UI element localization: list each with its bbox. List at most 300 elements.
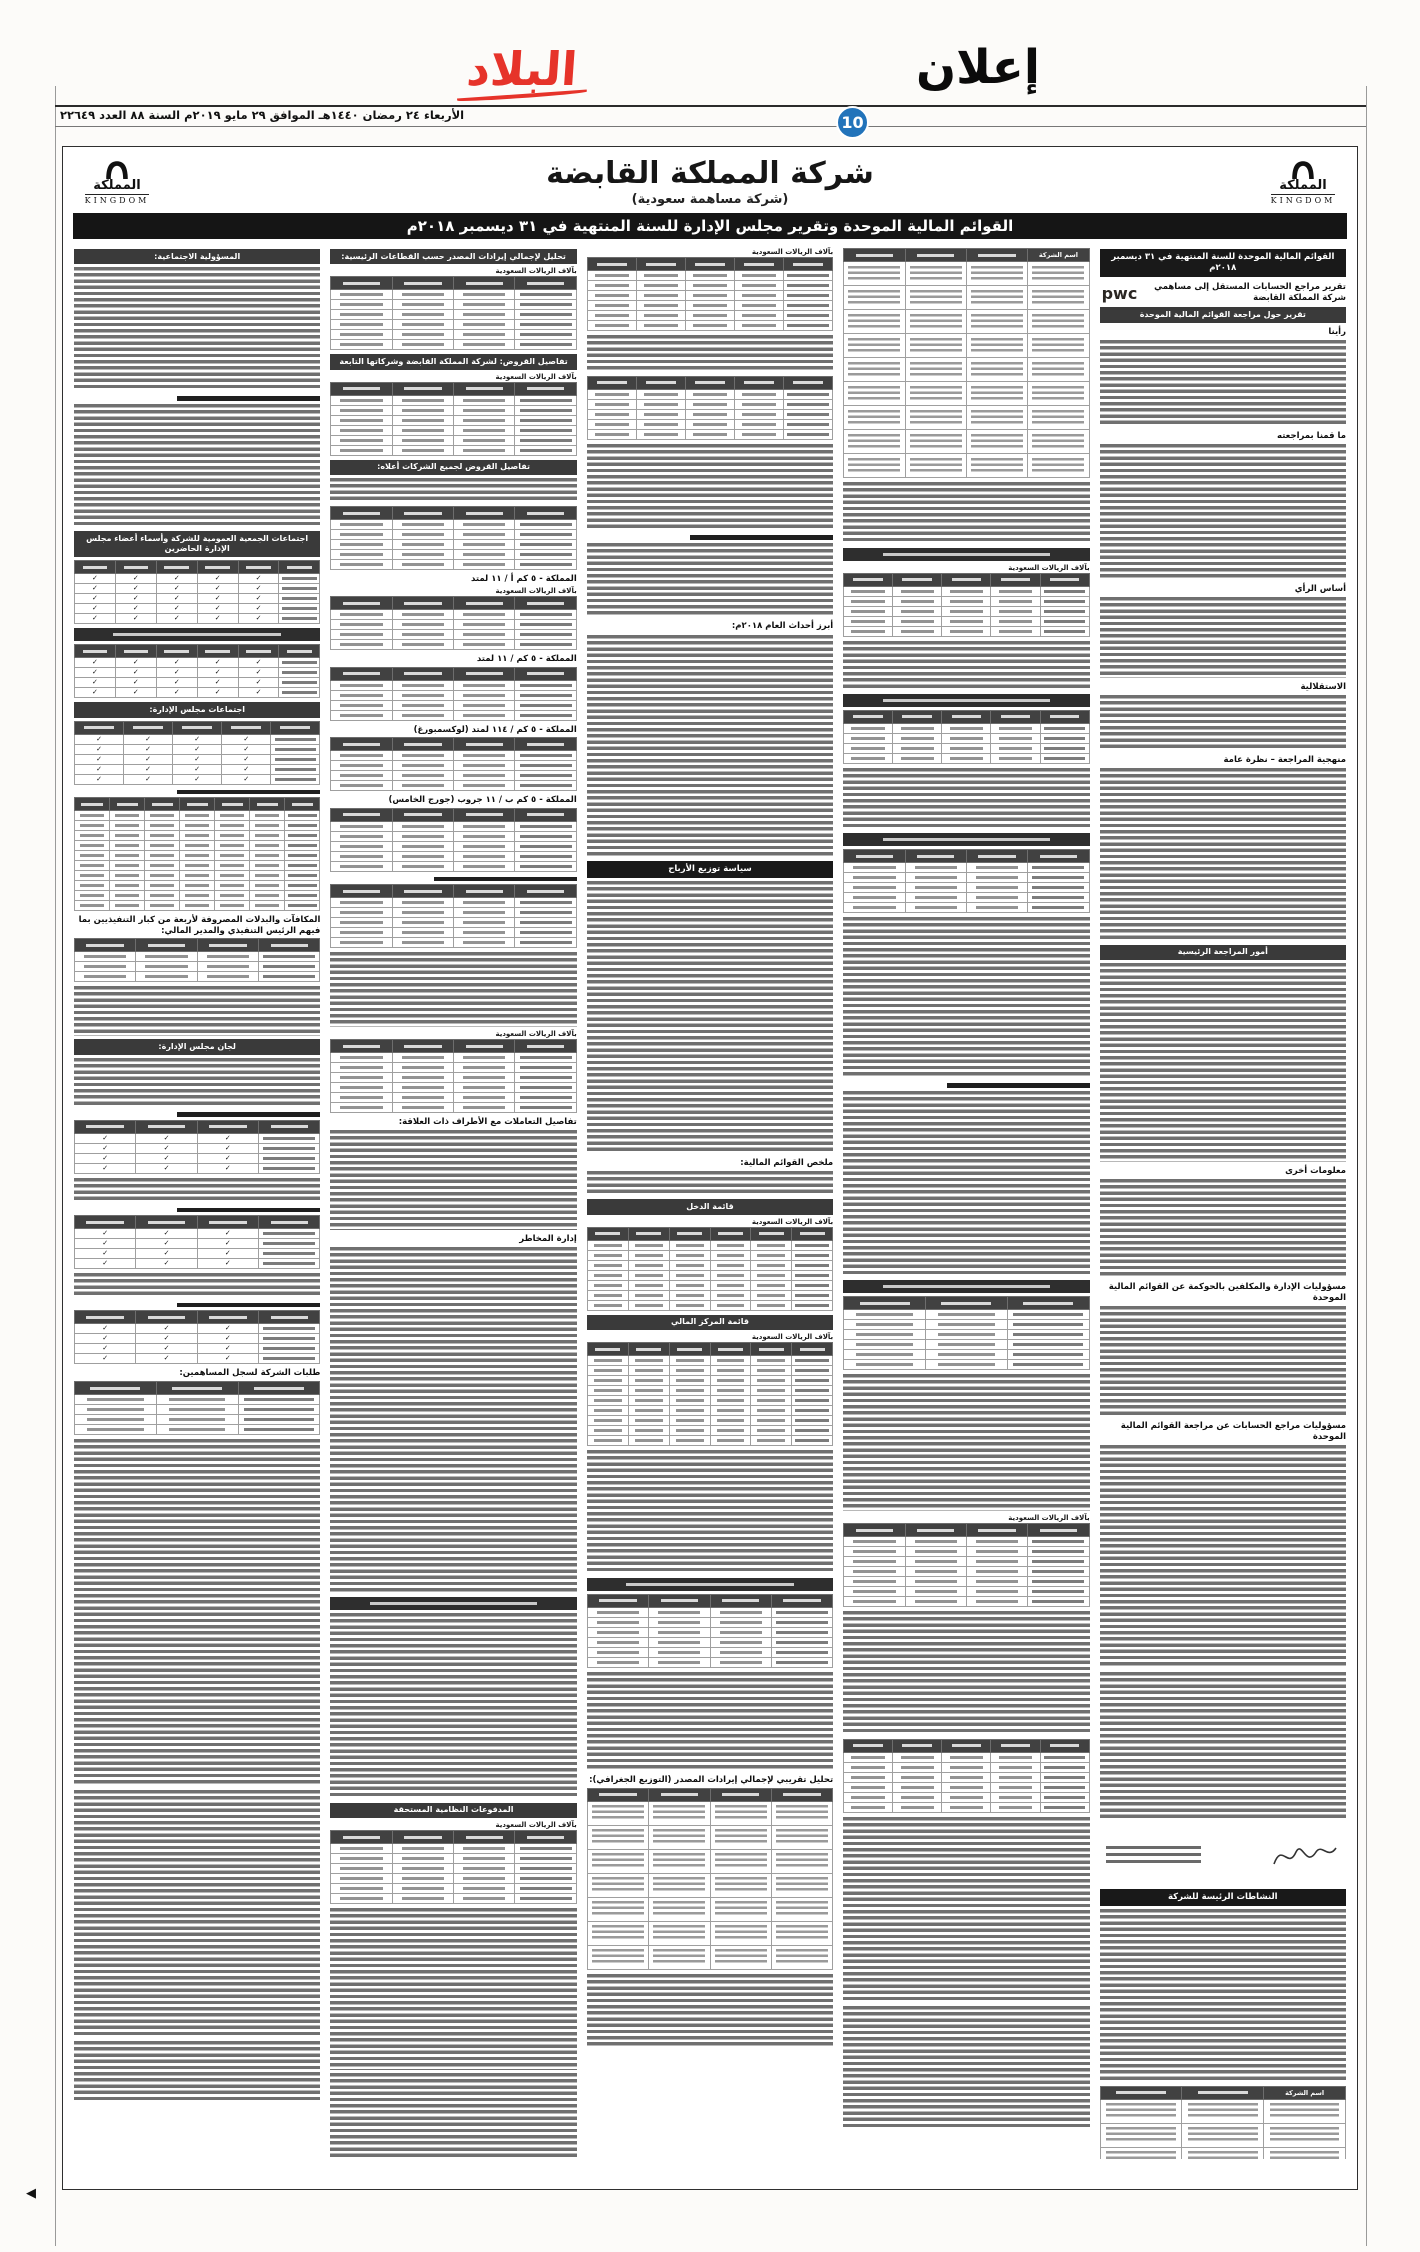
table-cell	[1040, 1792, 1089, 1802]
table-cell	[587, 1801, 648, 1825]
table-cell	[942, 723, 991, 733]
financial-table	[330, 884, 576, 948]
audit-report-header	[1100, 282, 1346, 304]
table-cell: ✓	[197, 614, 238, 624]
financial-table	[74, 1381, 320, 1435]
table-cell	[331, 610, 392, 620]
table-cell	[905, 883, 966, 893]
table-cell	[515, 630, 576, 640]
financial-table	[843, 564, 1089, 637]
table-cell: ✓	[136, 1239, 197, 1249]
table-cell	[792, 1240, 833, 1250]
heading-placeholder	[883, 1285, 1051, 1288]
financial-table	[330, 267, 576, 350]
subsection-heading-bar: اجتماعات الجمعية العمومية للشركة وأسماء أعضاء مجلس الإدارة الحاضرين	[74, 531, 320, 557]
table-header-cell	[392, 1831, 453, 1844]
table-cell	[966, 382, 1027, 406]
table-header-cell	[392, 885, 453, 898]
table-cell	[331, 861, 392, 871]
announcement-box	[62, 146, 1358, 2190]
table-cell: ✓	[74, 1334, 135, 1344]
table-header-cell	[238, 561, 279, 574]
table-cell: ✓	[197, 1143, 258, 1153]
table-cell	[392, 1884, 453, 1894]
auditor-signature-block	[1106, 1825, 1340, 1885]
table-cell	[587, 1250, 628, 1260]
paragraph-heading: المملكة - ٥ كم ب / ١١ جروب (جورج الخامس)	[388, 795, 577, 806]
paragraph-heading	[177, 396, 320, 401]
table-cell	[905, 358, 966, 382]
table-cell: ✓	[173, 754, 222, 764]
table-cell	[1007, 1350, 1089, 1360]
table-cell	[271, 774, 320, 784]
table-cell	[893, 586, 942, 596]
table-header-cell	[197, 939, 258, 952]
table-cell	[454, 550, 515, 560]
table-header-cell	[649, 1788, 710, 1801]
table-cell: ✓	[74, 1259, 135, 1269]
table-cell: ✓	[115, 604, 156, 614]
table-cell	[331, 908, 392, 918]
table-cell: ✓	[173, 734, 222, 744]
table-header-cell	[74, 721, 123, 734]
subsection-heading-bar: لجان مجلس الإدارة:	[74, 1039, 320, 1054]
table-cell	[515, 300, 576, 310]
table-header-cell	[893, 710, 942, 723]
table-cell	[515, 520, 576, 530]
financial-table	[330, 587, 576, 650]
subsection-heading-bar: تحليل لإجمالي إيرادات المصدر حسب القطاعات الرئيسية:	[330, 249, 576, 264]
financial-table	[587, 1594, 833, 1668]
table-cell	[392, 851, 453, 861]
table-cell	[74, 831, 109, 841]
table-cell	[392, 530, 453, 540]
heading-placeholder	[626, 1583, 794, 1586]
announcement-header	[71, 151, 1349, 213]
table-cell	[751, 1436, 792, 1446]
table-cell	[1182, 2147, 1264, 2159]
section-heading-bar: سياسة توزيع الأرباح	[587, 861, 833, 878]
body-text-block	[74, 1790, 320, 2038]
table-cell	[145, 861, 180, 871]
table-header-cell	[515, 382, 576, 395]
table-cell	[259, 1334, 320, 1344]
table-cell: ✓	[74, 754, 123, 764]
table-header-cell	[197, 645, 238, 658]
table-cell	[844, 1360, 926, 1370]
table-cell	[285, 831, 320, 841]
table-cell	[844, 1752, 893, 1762]
kingdom-logo-arabic: المملكة	[93, 177, 141, 193]
table-cell	[331, 700, 392, 710]
table-cell	[454, 690, 515, 700]
table-cell	[905, 1587, 966, 1597]
table-cell: ✓	[197, 1334, 258, 1344]
financial-table	[587, 1218, 833, 1311]
table-cell	[259, 1133, 320, 1143]
table-header-cell	[735, 376, 784, 389]
table-header-cell	[156, 645, 197, 658]
table-cell	[331, 841, 392, 851]
table-cell: ✓	[156, 658, 197, 668]
table-cell	[331, 928, 392, 938]
table-cell: ✓	[74, 734, 123, 744]
table-cell	[966, 406, 1027, 430]
table-header-cell	[515, 597, 576, 610]
pwc-logo: pwc	[1101, 283, 1138, 303]
table-cell	[392, 680, 453, 690]
paragraph-heading	[177, 790, 320, 795]
table-cell	[238, 1405, 320, 1415]
table-cell	[905, 873, 966, 883]
table-cell: ✓	[222, 734, 271, 744]
table-cell	[710, 1376, 751, 1386]
table-cell	[649, 1849, 710, 1873]
table-cell	[331, 1874, 392, 1884]
table-cell	[751, 1396, 792, 1406]
table-header-cell	[966, 850, 1027, 863]
table-cell	[250, 831, 285, 841]
table-cell	[259, 962, 320, 972]
table-cell	[331, 831, 392, 841]
table-cell	[991, 753, 1040, 763]
table-cell	[792, 1260, 833, 1270]
table-cell	[735, 311, 784, 321]
announcement-title-bar: القوائم المالية الموحدة وتقرير مجلس الإدارة للسنة المنتهية في ٣١ ديسمبر ٢٠١٨م	[73, 213, 1347, 239]
paragraph-heading: منهجية المراجعة – نظرة عامة	[1223, 754, 1346, 765]
table-cell: ✓	[238, 678, 279, 688]
table-cell	[844, 1557, 905, 1567]
table-cell	[454, 1073, 515, 1083]
table-cell	[454, 1874, 515, 1884]
table-header-cell	[735, 258, 784, 271]
table-cell	[515, 1063, 576, 1073]
table-cell: ✓	[197, 584, 238, 594]
body-text-block	[74, 267, 320, 391]
table-header-cell	[392, 277, 453, 290]
kingdom-logo-latin: KINGDOM	[84, 196, 150, 206]
table-header-cell	[669, 1227, 710, 1240]
data-table	[74, 560, 320, 624]
table-cell	[784, 409, 833, 419]
table-cell	[74, 821, 109, 831]
table-cell	[587, 321, 636, 331]
table-header-cell	[331, 667, 392, 680]
table-cell	[331, 761, 392, 771]
table-header-cell	[215, 798, 250, 811]
table-header-cell	[454, 382, 515, 395]
table-cell	[942, 753, 991, 763]
table-header-cell	[74, 798, 109, 811]
table-header-cell	[271, 721, 320, 734]
table-header-cell	[454, 597, 515, 610]
table-cell	[454, 630, 515, 640]
table-header-cell	[331, 738, 392, 751]
body-text-block	[74, 2041, 320, 2103]
table-cell	[454, 405, 515, 415]
table-cell	[515, 928, 576, 938]
subsidiaries-column	[843, 246, 1089, 2159]
table-cell	[515, 700, 576, 710]
table-cell	[844, 1340, 926, 1350]
table-cell: ✓	[197, 678, 238, 688]
table-cell	[893, 1782, 942, 1792]
table-header-cell	[1182, 2086, 1264, 2099]
table-cell	[454, 700, 515, 710]
heading-placeholder	[370, 1602, 538, 1605]
table-cell	[844, 903, 905, 913]
table-cell: ✓	[197, 1344, 258, 1354]
table-cell	[515, 821, 576, 831]
table-cell	[844, 1310, 926, 1320]
table-cell	[893, 1802, 942, 1812]
table-cell	[751, 1376, 792, 1386]
table-cell	[710, 1637, 771, 1647]
auditor-name-lines	[1106, 1842, 1201, 1868]
table-cell	[259, 1344, 320, 1354]
heading-placeholder	[883, 553, 1051, 556]
table-header-cell	[392, 808, 453, 821]
subsection-heading-bar: اجتماعات مجلس الإدارة:	[74, 702, 320, 717]
table-cell	[942, 1762, 991, 1772]
table-cell	[156, 1415, 238, 1425]
table-cell	[279, 604, 320, 614]
table-cell: ✓	[74, 604, 115, 614]
table-cell	[1028, 863, 1089, 873]
table-cell	[136, 952, 197, 962]
table-cell	[942, 1752, 991, 1762]
table-cell	[1028, 1557, 1089, 1567]
table-cell	[454, 310, 515, 320]
table-cell	[1028, 893, 1089, 903]
table-cell	[966, 262, 1027, 286]
table-cell	[515, 1844, 576, 1854]
paragraph-heading: مسؤوليات مراجع الحسابات عن مراجعة القوائم المالية الموحدة	[1120, 1421, 1346, 1442]
table-cell	[215, 891, 250, 901]
table-cell	[792, 1250, 833, 1260]
table-header-cell	[1028, 1524, 1089, 1537]
body-text-block	[74, 986, 320, 1036]
table-cell	[392, 290, 453, 300]
table-cell	[844, 733, 893, 743]
table-cell	[587, 1945, 648, 1969]
table-cell	[1100, 2147, 1182, 2159]
table-cell: ✓	[115, 678, 156, 688]
table-cell	[710, 1396, 751, 1406]
table-cell	[392, 690, 453, 700]
table-cell	[926, 1360, 1008, 1370]
data-table	[587, 1594, 833, 1668]
table-cell	[893, 753, 942, 763]
table-header-cell	[636, 258, 685, 271]
body-text-block	[587, 1672, 833, 1771]
table-header-cell	[926, 1297, 1008, 1310]
body-text-block	[1100, 444, 1346, 580]
table-header-cell	[966, 249, 1027, 262]
table-cell	[515, 435, 576, 445]
table-cell	[844, 1597, 905, 1607]
body-text-block	[74, 404, 320, 528]
body-text-block	[1100, 963, 1346, 1161]
table-cell	[587, 1280, 628, 1290]
table-cell	[966, 1567, 1027, 1577]
table-cell	[905, 430, 966, 454]
table-cell	[893, 1762, 942, 1772]
table-cell	[587, 1356, 628, 1366]
table-cell	[905, 286, 966, 310]
table-cell	[392, 1894, 453, 1904]
table-cell: ✓	[74, 1344, 135, 1354]
table-cell	[893, 606, 942, 616]
table-header-cell	[454, 1831, 515, 1844]
table-cell	[893, 596, 942, 606]
table-cell	[392, 300, 453, 310]
table-cell	[587, 429, 636, 439]
table-cell	[1028, 1547, 1089, 1557]
table-cell	[905, 1577, 966, 1587]
table-cell	[145, 821, 180, 831]
table-cell	[784, 399, 833, 409]
table-cell: ✓	[222, 754, 271, 764]
table-cell	[844, 616, 893, 626]
table-cell	[628, 1290, 669, 1300]
table-cell	[905, 893, 966, 903]
data-table	[330, 808, 576, 872]
table-cell	[250, 891, 285, 901]
table-header-cell	[905, 249, 966, 262]
table-cell	[669, 1250, 710, 1260]
table-header-cell	[285, 798, 320, 811]
table-cell	[197, 952, 258, 962]
table-cell	[587, 1897, 648, 1921]
table-cell	[145, 881, 180, 891]
masthead-rule-bottom	[55, 126, 1366, 127]
table-cell	[180, 811, 215, 821]
table-cell	[991, 723, 1040, 733]
table-cell: ✓	[74, 668, 115, 678]
table-cell	[156, 1425, 238, 1435]
table-cell	[966, 358, 1027, 382]
table-cell: ✓	[156, 584, 197, 594]
table-cell	[1028, 382, 1089, 406]
table-cell	[515, 1854, 576, 1864]
table-cell	[74, 841, 109, 851]
table-cell	[669, 1386, 710, 1396]
financial-table	[330, 1030, 576, 1113]
financial-table	[843, 1739, 1089, 1813]
table-cell	[392, 1053, 453, 1063]
paragraph-heading	[434, 877, 577, 882]
table-cell: ✓	[197, 1259, 258, 1269]
table-cell: ✓	[197, 594, 238, 604]
table-cell	[587, 291, 636, 301]
table-cell	[392, 918, 453, 928]
table-cell	[844, 606, 893, 616]
table-cell	[669, 1416, 710, 1426]
table-cell	[392, 751, 453, 761]
table-header-cell	[222, 721, 271, 734]
table-cell	[454, 290, 515, 300]
table-cell	[515, 751, 576, 761]
data-table	[330, 596, 576, 650]
table-cell	[587, 419, 636, 429]
table-cell	[454, 928, 515, 938]
table-cell	[735, 301, 784, 311]
table-header-cell	[136, 1311, 197, 1324]
table-cell	[392, 700, 453, 710]
table-cell: ✓	[238, 574, 279, 584]
table-cell	[285, 891, 320, 901]
table-cell: ✓	[136, 1324, 197, 1334]
table-header-cell	[515, 808, 576, 821]
table-cell	[893, 743, 942, 753]
table-cell	[844, 1762, 893, 1772]
table-cell	[905, 310, 966, 334]
table-header-cell	[115, 645, 156, 658]
table-cell	[392, 861, 453, 871]
table-cell	[942, 1772, 991, 1782]
table-cell	[1028, 1587, 1089, 1597]
data-table	[330, 884, 576, 948]
table-cell	[331, 690, 392, 700]
table-cell	[454, 610, 515, 620]
table-cell: ✓	[74, 574, 115, 584]
table-cell	[587, 1825, 648, 1849]
table-cell	[669, 1426, 710, 1436]
table-header-cell	[515, 1831, 576, 1844]
table-units-caption: بآلاف الريالات السعودية	[751, 248, 834, 256]
body-text-block	[843, 641, 1089, 691]
table-cell	[966, 1557, 1027, 1567]
table-header-cell	[173, 721, 222, 734]
table-cell	[587, 1300, 628, 1310]
subsection-heading-bar: المدفوعات النظامية المستحقة	[330, 1803, 576, 1818]
table-cell	[792, 1426, 833, 1436]
table-header-cell	[710, 1343, 751, 1356]
table-cell	[784, 321, 833, 331]
table-cell	[331, 300, 392, 310]
table-header-cell	[991, 710, 1040, 723]
table-cell	[1040, 1802, 1089, 1812]
table-cell	[587, 399, 636, 409]
table-cell	[279, 574, 320, 584]
table-cell	[392, 395, 453, 405]
table-cell	[180, 881, 215, 891]
paragraph-heading: المملكة - ٥ كم أ / ١١ لمتد	[470, 574, 577, 585]
table-cell	[792, 1366, 833, 1376]
body-text-block	[74, 1439, 320, 1786]
table-cell: ✓	[124, 734, 173, 744]
body-text-block	[587, 444, 833, 531]
data-table	[74, 1381, 320, 1435]
table-cell	[515, 640, 576, 650]
table-cell	[331, 1053, 392, 1063]
table-cell: ✓	[136, 1153, 197, 1163]
table-cell	[1028, 310, 1089, 334]
table-header-cell	[751, 1227, 792, 1240]
table-cell	[587, 1637, 648, 1647]
table-cell	[685, 311, 734, 321]
table-cell	[1028, 430, 1089, 454]
table-cell	[636, 291, 685, 301]
table-header-cell	[74, 1382, 156, 1395]
table-cell: ✓	[197, 574, 238, 584]
table-header-cell	[771, 1594, 832, 1607]
table-units-caption: بآلاف الريالات السعودية	[495, 1030, 577, 1039]
table-cell	[669, 1290, 710, 1300]
table-cell: ✓	[74, 678, 115, 688]
table-cell: ✓	[74, 1239, 135, 1249]
